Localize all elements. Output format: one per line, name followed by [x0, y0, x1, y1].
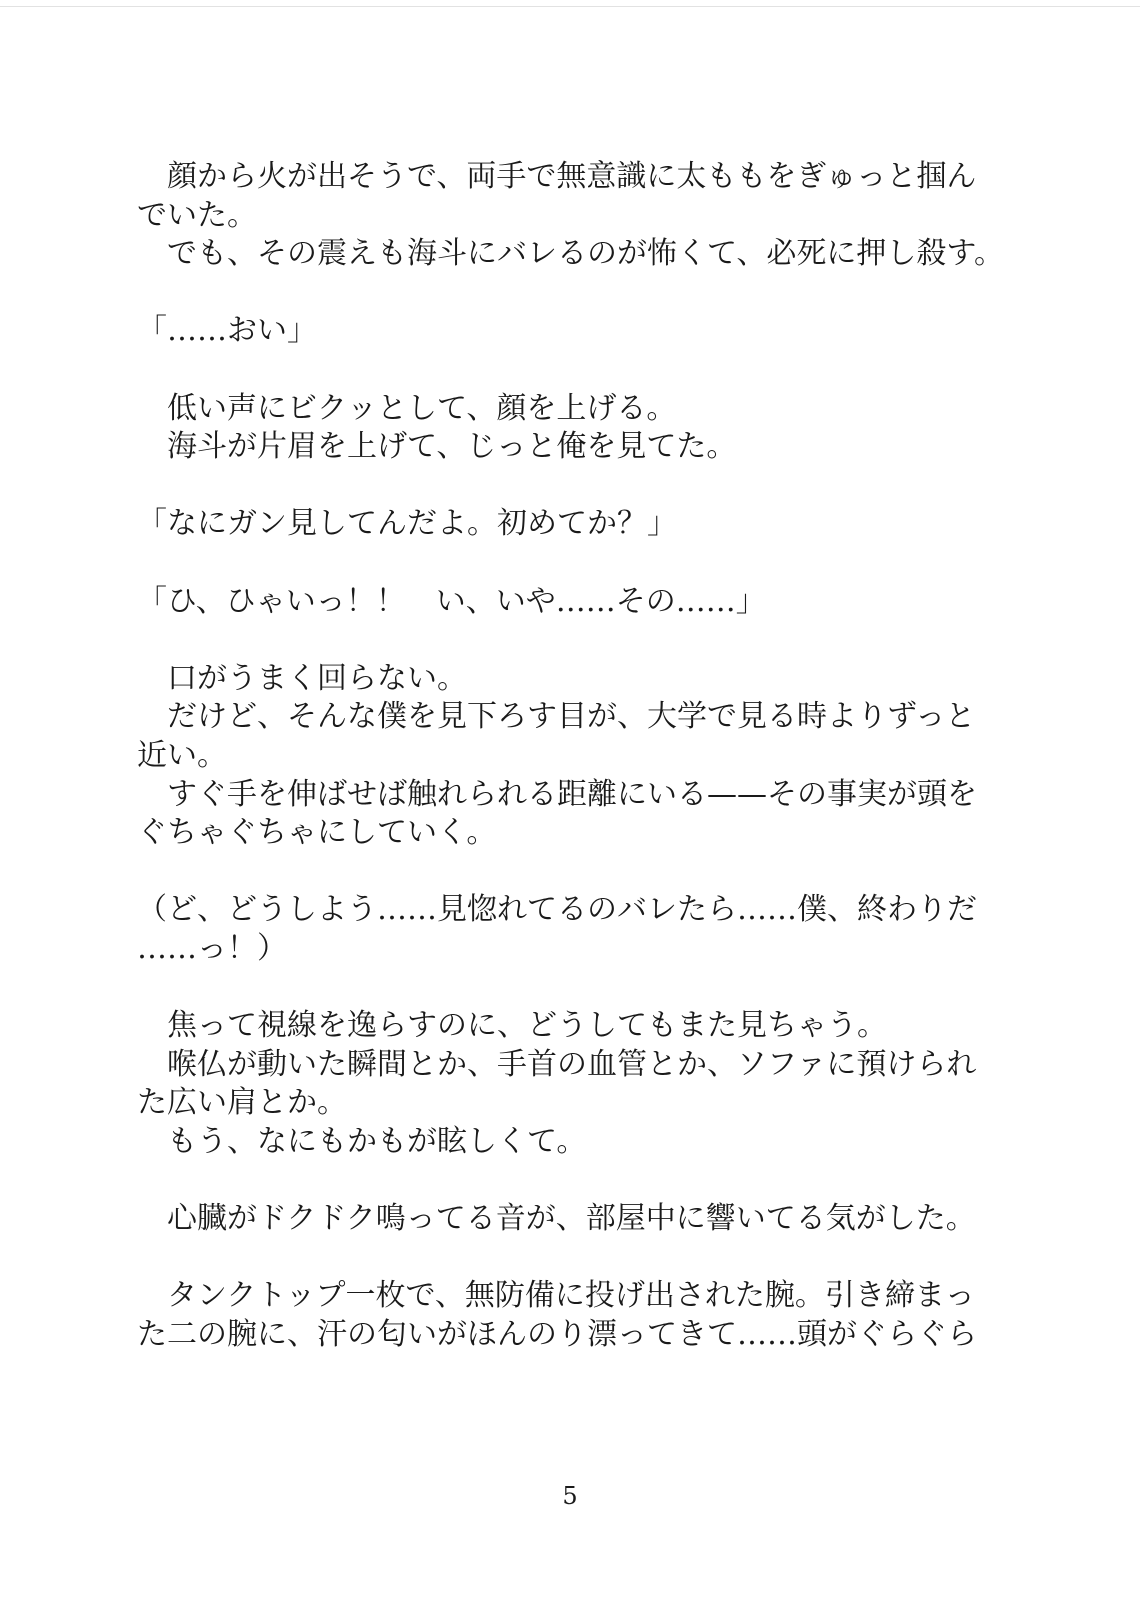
text-line: 海斗が片眉を上げて、じっと俺を見てた。: [137, 429, 737, 465]
text-line: 近い。: [137, 737, 227, 773]
text-line: 喉仏が動いた瞬間とか、手首の血管とか、ソファに預けられ: [137, 1046, 977, 1082]
text-line: （ど、どうしよう……見惚れてるのバレたら……僕、終わりだ: [137, 892, 977, 928]
blank-line: [137, 274, 1007, 313]
text-line: た広い肩とか。: [137, 1085, 347, 1121]
text-line: すぐ手を伸ばせば触れられる距離にいる——その事実が頭を: [137, 776, 977, 812]
blank-line: [137, 621, 1007, 660]
text-line: でも、その震えも海斗にバレるのが怖くて、必死に押し殺す。: [137, 236, 1004, 272]
text-line: た二の腕に、汗の匂いがほんのり漂ってきて……頭がぐらぐら: [137, 1316, 977, 1352]
text-line: もう、なにもかもが眩しくて。: [137, 1123, 587, 1159]
text-line: 心臓がドクドク鳴ってる音が、部屋中に響いてる気がした。: [137, 1201, 976, 1237]
text-line: 口がうまく回らない。: [137, 660, 467, 696]
top-divider: [0, 6, 1140, 7]
text-line: 「なにガン見してんだよ。初めてか？」: [137, 506, 677, 542]
text-line: 焦って視線を逸らすのに、どうしてもまた見ちゃう。: [137, 1008, 887, 1044]
blank-line: [137, 544, 1007, 583]
text-line: ぐちゃぐちゃにしていく。: [137, 815, 497, 851]
blank-line: [137, 968, 1007, 1007]
blank-line: [137, 1239, 1007, 1278]
text-line: 低い声にビクッとして、顔を上げる。: [137, 390, 677, 426]
text-line: だけど、そんな僕を見下ろす目が、大学で見る時よりずっと: [137, 699, 976, 735]
text-line: 「ひ、ひゃいっ！！ い、いや……その……」: [137, 583, 766, 619]
text-line: 「……おい」: [137, 313, 317, 349]
text-line: ……っ！）: [137, 930, 287, 966]
blank-line: [137, 853, 1007, 892]
blank-line: [137, 1161, 1007, 1200]
body-text: [137, 158, 1007, 1354]
text-line: でいた。: [137, 197, 257, 233]
page-number: 5: [562, 1482, 578, 1510]
text-line: 顔から火が出そうで、両手で無意識に太ももをぎゅっと掴ん: [137, 159, 977, 194]
blank-line: [137, 351, 1007, 390]
text-line: タンクトップ一枚で、無防備に投げ出された腕。引き締まっ: [137, 1278, 975, 1314]
blank-line: [137, 467, 1007, 506]
